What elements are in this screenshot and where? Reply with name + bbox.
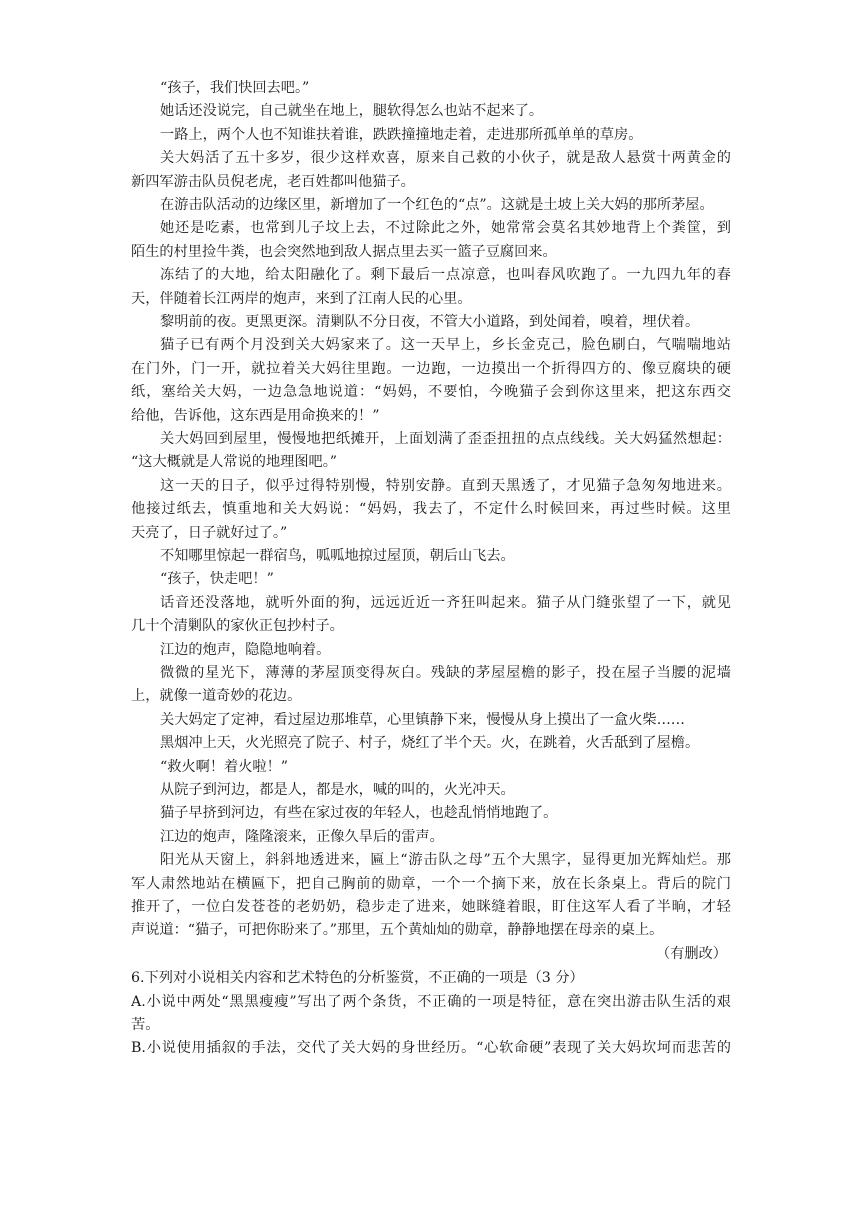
story-paragraph-line: 话音还没落地，就听外面的狗，远远近近一齐狂叫起来。猫子从门缝张望了一下，就见 (160, 594, 731, 611)
answer-option-line: 苦。 (131, 1017, 160, 1033)
story-paragraph-line: 不知哪里惊起一群宿鸟，呱呱地掠过屋顶，朝后山飞去。 (160, 548, 515, 564)
story-paragraph-line: “孩子，我们快回去吧。” (160, 80, 310, 96)
story-paragraph-line: 给他，告诉他，这东西是用命换来的！” (131, 407, 380, 424)
story-paragraph-line: 江边的炮声，隐隐地响着。 (160, 641, 331, 658)
story-paragraph-line: 推开了，一位白发苍苍的老奶奶，稳步走了进来，她眯缝着眼，盯住这军人看了半晌，才轻 (131, 899, 731, 915)
story-paragraph-line: 天，伴随着长江两岸的炮声，来到了江南人民的心里。 (131, 290, 472, 307)
story-paragraph-line: 江边的炮声，隆隆滚来，正像久旱后的雷声。 (160, 828, 444, 845)
story-paragraph-line: 她还是吃素，也常到儿子坟上去，不过除此之外，她常常会莫名其妙地背上个粪筐，到 (160, 220, 731, 237)
story-paragraph-line: 军人肃然地站在横匾下，把自己胸前的勋章，一个一个摘下来，放在长条桌上。背后的院门 (131, 875, 731, 892)
story-paragraph-line: 从院子到河边，都是人，都是水，喊的叫的，火光冲天。 (160, 782, 515, 798)
story-paragraph-line: 纸，塞给关大妈，一边急急地说道：“妈妈，不要怕，今晚猫子会到你这里来，把这东西交 (131, 384, 731, 401)
story-paragraph-line: 关大妈活了五十多岁，很少这样欢喜，原来自己救的小伙子，就是敌人悬赏十两黄金的 (160, 150, 731, 167)
story-paragraph-line: “救火啊！着火啦！” (160, 758, 289, 775)
story-paragraph-line: 阳光从天窗上，斜斜地透进来，匾上“游击队之母”五个大黑字，显得更加光辉灿烂。那 (160, 852, 731, 869)
story-paragraph-line: 新四军游击队员倪老虎，老百姓都叫他猫子。 (131, 173, 415, 190)
story-paragraph-line: 猫子已有两个月没到关大妈家来了。这一天早上，乡长金克己，脸色刷白，气喘喘地站 (160, 337, 731, 354)
story-paragraph-line: 关大妈定了定神，看过屋边那堆草，心里镇静下来，慢慢从身上摸出了一盒火柴…… (160, 711, 685, 728)
story-paragraph-line: 微微的星光下，薄薄的茅屋顶变得灰白。残缺的茅屋屋檐的影子，投在屋子当腰的泥墙 (160, 665, 731, 681)
story-paragraph-line: 在游击队活动的边缘区里，新增加了一个红色的“点”。这就是土坡上关大妈的那所茅屋。 (160, 197, 714, 213)
story-paragraph-line: “这大概就是人常说的地理图吧。” (131, 454, 338, 471)
story-paragraph-line: 这一天的日子，似乎过得特别慢，特别安静。直到天黑透了，才见猫子急匆匆地进来。 (160, 477, 731, 494)
answer-option-line: B.小说使用插叙的手法，交代了关大妈的身世经历。“心软命硬”表现了关大妈坎坷而悲苦的 (131, 1040, 731, 1057)
story-paragraph-line: “孩子，快走吧！” (160, 571, 274, 588)
story-paragraph-line: 上，就像一道奇妙的花边。 (131, 688, 302, 705)
story-paragraph-line: 一路上，两个人也不知谁扶着谁，跌跌撞撞地走着，走进那所孤单单的草房。 (160, 126, 643, 143)
story-paragraph-line: 冻结了的大地，给太阳融化了。剩下最后一点凉意，也叫春风吹跑了。一九四九年的春 (160, 267, 731, 284)
story-paragraph-line: 他接过纸去，慎重地和关大妈说：“妈妈，我去了，不定什么时候回来，再过些时候。这里 (131, 501, 731, 518)
story-paragraph-line: 天亮了，日子就好过了。” (131, 524, 288, 541)
story-paragraph-line: 陌生的村里捡牛粪，也会突然地到敌人据点里去买一篮子豆腐回来。 (131, 243, 557, 260)
story-paragraph-line: 黎明前的夜。更黑更深。清剿队不分日夜，不管大小道路，到处闻着，嗅着，埋伏着。 (160, 314, 700, 330)
question-stem: 6.下列对小说相关内容和艺术特色的分析鉴赏，不正确的一项是（3 分） (131, 970, 584, 987)
story-paragraph-line: 在门外，门一开，就拉着关大妈往里跑。一边跑，一边摸出一个折得四方的、像豆腐块的硬 (131, 360, 731, 377)
story-paragraph-line: 声说道：“猫子，可把你盼来了。”那里，五个黄灿灿的勋章，静静地摆在母亲的桌上。 (131, 922, 664, 939)
story-paragraph-line: 猫子早挤到河边，有些在家过夜的年轻人，也趁乱悄悄地跑了。 (160, 805, 558, 822)
answer-option-line: A.小说中两处“黑黑瘦瘦”写出了两个条货，不正确的一项是特征，意在突出游击队生活的艰 (131, 993, 731, 1010)
story-paragraph-line: 关大妈回到屋里，慢慢地把纸摊开，上面划满了歪歪扭扭的点点线线。关大妈猛然想起： (160, 431, 731, 447)
source-note: （有删改） (656, 945, 727, 962)
story-paragraph-line: 几十个清剿队的家伙正包抄村子。 (131, 618, 344, 635)
story-paragraph-line: 她话还没说完，自己就坐在地上，腿软得怎么也站不起来了。 (160, 103, 544, 120)
story-paragraph-line: 黑烟冲上天，火光照亮了院子、村子，烧红了半个天。火，在跳着，火舌舐到了屋檐。 (160, 735, 700, 752)
